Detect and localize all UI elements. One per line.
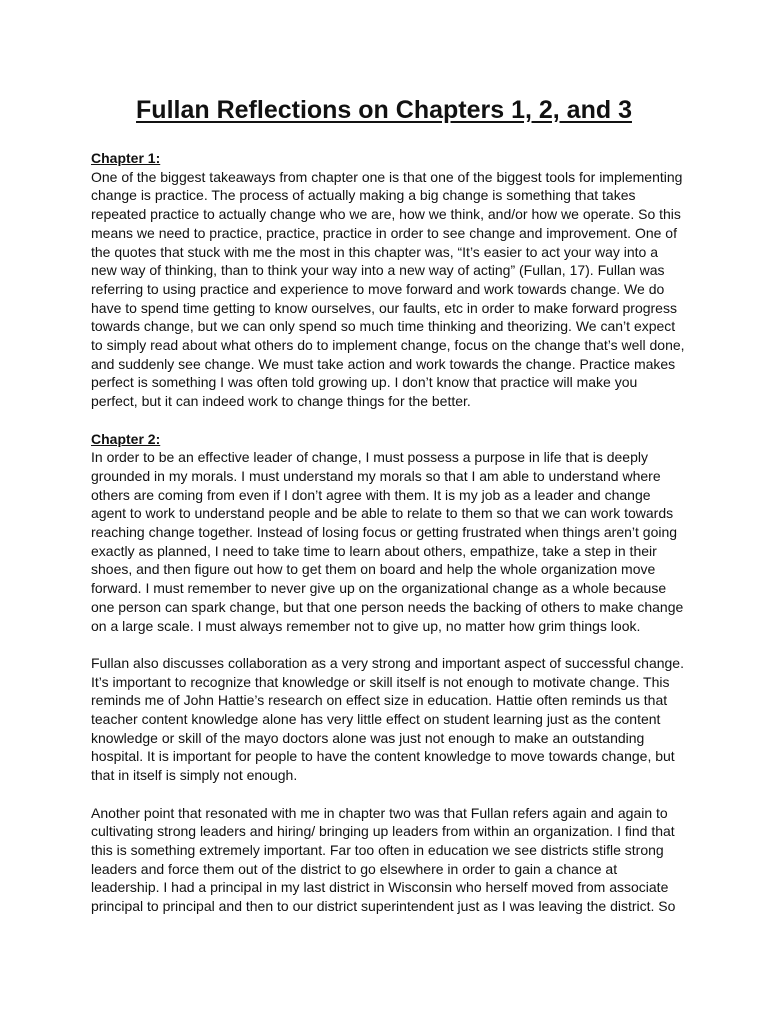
text-line: referring to using practice and experience to move forward and work towards change. We do [91, 280, 665, 297]
text-line: grounded in my morals. I must understand my morals so that I am able to understand where [91, 467, 661, 484]
text-line: on a large scale. I must always remember not to give up, no matter how grim things look. [91, 617, 641, 634]
text-line: shoes, and then figure out how to get them on board and help the whole organization move [91, 561, 656, 578]
text-line: one person can spark change, but that one person needs the backing of others to make change [91, 598, 684, 615]
text-line: to simply read about what others do to implement change, focus on the change that’s well done, [91, 337, 685, 354]
text-line: cultivating strong leaders and hiring/ bringing up leaders from within an organization. I find that [91, 823, 675, 840]
text-line: teacher content knowledge alone has very little effect on student learning just as the content [91, 711, 661, 728]
text-line: knowledge or skill of the mayo doctors alone was just not enough to make an outstanding [91, 729, 645, 746]
text-line: perfect, but it can indeed work to change things for the better. [91, 393, 471, 410]
chapter2-paragraph-3 [91, 804, 691, 916]
text-line: this is something extremely important. Far too often in education we see districts stifle strong [91, 841, 664, 858]
text-line: In order to be an effective leader of change, I must possess a purpose in life that is deeply [91, 449, 648, 466]
text-line: It’s important to recognize that knowledge or skill itself is not enough to motivate change. This [91, 673, 670, 690]
text-line: agent to work to understand people and be able to relate to them so that we can work towards [91, 505, 674, 522]
text-line: new way of thinking, than to think your way into a new way of acting” (Fullan, 17). Fullan was [91, 262, 665, 279]
text-line: repeated practice to actually change who we are, how we think, and/or how we operate. So this [91, 206, 681, 223]
text-line: the quotes that stuck with me the most in this chapter was, “It’s easier to act your way into a [91, 243, 659, 260]
text-line: change is practice. The process of actually making a big change is something that takes [91, 187, 636, 204]
text-line: reminds me of John Hattie’s research on effect size in education. Hattie often reminds us that [91, 692, 668, 709]
chapter2-paragraph-2 [91, 654, 691, 785]
paragraph-gap [91, 785, 691, 804]
text-line: Another point that resonated with me in chapter two was that Fullan refers again and again to [91, 804, 668, 821]
text-line: others are coming from even if I don’t agree with them. It is my job as a leader and change [91, 486, 651, 503]
chapter1-paragraph [91, 168, 691, 411]
text-line: One of the biggest takeaways from chapter one is that one of the biggest tools for implementing [91, 168, 683, 185]
text-line: perfect is something I was often told growing up. I don’t know that practice will make you [91, 374, 638, 391]
text-line: forward. I must remember to never give up on the organizational change as a whole because [91, 580, 667, 597]
chapter2-heading: Chapter 2: [91, 430, 161, 447]
text-line: means we need to practice, practice, practice in order to see change and improvement. One of [91, 224, 677, 241]
chapter1-heading: Chapter 1: [91, 150, 161, 166]
text-line: hospital. It is important for people to have the content knowledge to move towards change, but [91, 748, 675, 765]
text-line: Fullan also discusses collaboration as a very strong and important aspect of successful change. [91, 654, 684, 671]
page-title: Fullan Reflections on Chapters 1, 2, and 3 [136, 96, 632, 124]
text-line: that in itself is simply not enough. [91, 767, 298, 784]
text-line: reaching change together. Instead of losing focus or getting frustrated when things aren’t going [91, 524, 678, 541]
chapter2-paragraph-1 [91, 448, 691, 635]
text-line: have to spend time getting to know ourselves, our faults, etc in order to make forward progress [91, 299, 677, 316]
document-body [91, 149, 691, 916]
text-line: and suddenly see change. We must take action and work towards the change. Practice makes [91, 355, 676, 372]
paragraph-gap [91, 411, 691, 430]
text-line: leadership. I had a principal in my last district in Wisconsin who herself moved from associate [91, 879, 669, 896]
text-line: towards change, but we can only spend so much time thinking and theorizing. We can’t expect [91, 318, 676, 335]
paragraph-gap [91, 635, 691, 654]
text-line: exactly as planned, I need to take time to learn about others, empathize, take a step in their [91, 542, 657, 559]
text-line: leaders and force them out of the district to go elsewhere in order to gain a chance at [91, 860, 618, 877]
text-line: principal to principal and then to our district superintendent just as I was leaving the district. So [91, 898, 676, 915]
